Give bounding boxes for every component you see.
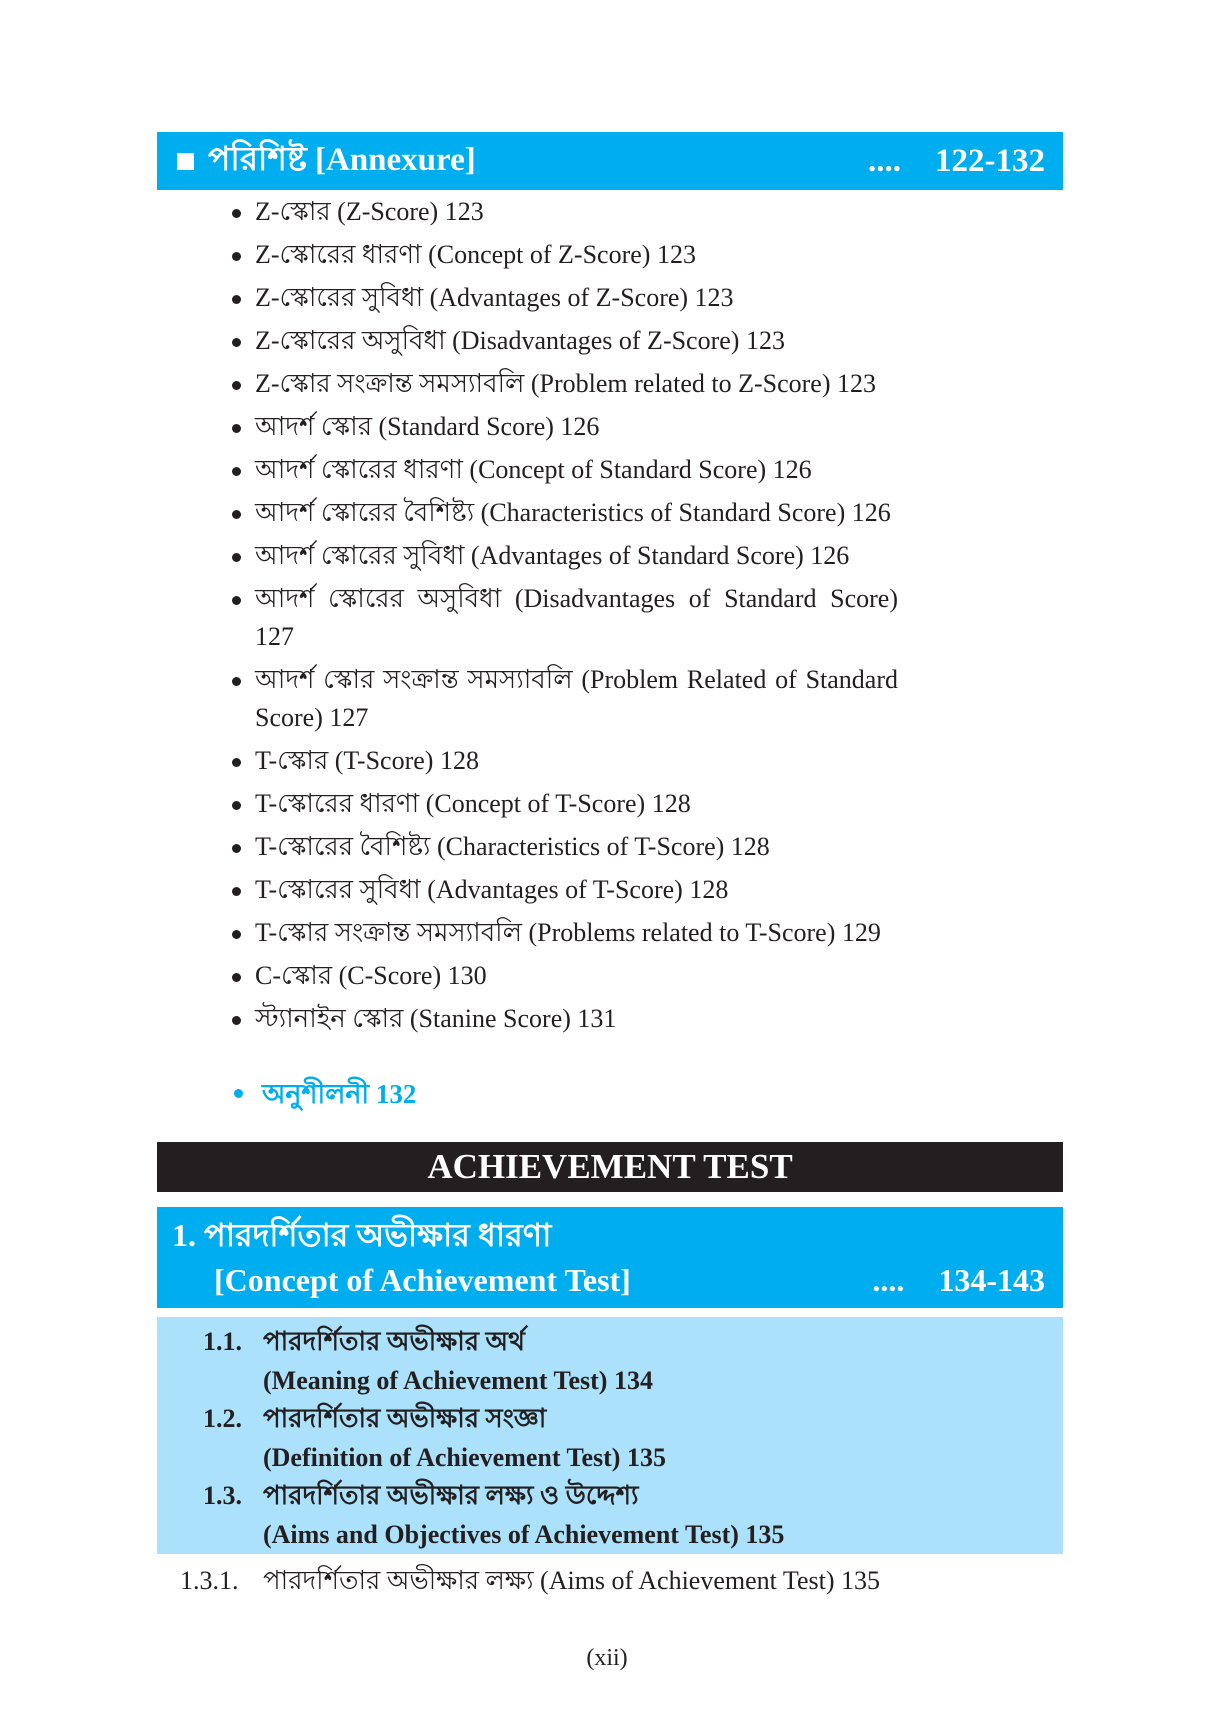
chapter-number: 1. (172, 1217, 196, 1253)
subsubsection-entry (180, 1562, 880, 1600)
subsection-number: 1.2. (203, 1404, 242, 1433)
subsection-number: 1.3. (203, 1481, 242, 1510)
subsection-title-en: (Meaning of Achievement Test) 134 (263, 1365, 653, 1395)
list-item: Z-স্কোর (Z-Score) 123 (232, 193, 898, 231)
section-title: ACHIEVEMENT TEST (157, 1142, 1063, 1192)
list-item: আদর্শ স্কোরের বৈশিষ্ট্য (Characteristics of Standard Score) 126 (232, 494, 898, 532)
subsubsection-title: পারদর্শিতার অভীক্ষার লক্ষ্য (Aims of Achievement Test) 135 (263, 1566, 880, 1595)
list-item: আদর্শ স্কোরের সুবিধা (Advantages of Standard Score) 126 (232, 537, 898, 575)
subsection-title-en: (Definition of Achievement Test) 135 (263, 1442, 666, 1472)
subsection-title-bn: পারদর্শিতার অভীক্ষার সংজ্ঞা (263, 1404, 547, 1433)
subsection-title-en: (Aims and Objectives of Achievement Test) 135 (263, 1519, 785, 1549)
chapter-title-en: [Concept of Achievement Test] (214, 1262, 631, 1298)
page-number: (xii) (586, 1645, 628, 1671)
square-bullet-icon (177, 153, 194, 170)
annexure-title: পরিশিষ্ট [Annexure] (208, 142, 476, 178)
list-item: Z-স্কোরের সুবিধা (Advantages of Z-Score) 123 (232, 279, 898, 317)
list-item: C-স্কোর (C-Score) 130 (232, 957, 898, 995)
list-item: আদর্শ স্কোর (Standard Score) 126 (232, 408, 898, 446)
list-item: আদর্শ স্কোর সংক্রান্ত সমস্যাবলি (Problem Related of Standard Score) 127 (232, 661, 898, 737)
subsection-number: 1.1. (203, 1327, 242, 1356)
annexure-header (157, 132, 1063, 190)
chapter-title-bn: পারদর্শিতার অভীক্ষার ধারণা (204, 1217, 552, 1253)
list-item: Z-স্কোরের অসুবিধা (Disadvantages of Z-Score) 123 (232, 322, 898, 360)
subsection-title-bn: পারদর্শিতার অভীক্ষার লক্ষ্য ও উদ্দেশ্য (263, 1481, 639, 1510)
list-item: T-স্কোর (T-Score) 128 (232, 742, 898, 780)
list-item: T-স্কোরের ধারণা (Concept of T-Score) 128 (232, 785, 898, 823)
list-item: T-স্কোরের সুবিধা (Advantages of T-Score) 128 (232, 871, 898, 909)
subsection-box (157, 1317, 1063, 1554)
subsubsection-number: 1.3.1. (180, 1566, 239, 1595)
list-item: T-স্কোরের বৈশিষ্ট্য (Characteristics of T-Score) 128 (232, 828, 898, 866)
list-item: Z-স্কোর সংক্রান্ত সমস্যাবলি (Problem related to Z-Score) 123 (232, 365, 898, 403)
exercise-entry: অনুশীলনী 132 (232, 1074, 416, 1119)
leader-dots: .... (868, 142, 901, 179)
leader-dots: .... (872, 1262, 905, 1298)
annexure-pages: 122-132 (935, 142, 1045, 179)
subsection-title-bn: পারদর্শিতার অভীক্ষার অর্থ (263, 1327, 525, 1356)
list-item: আদর্শ স্কোরের অসুবিধা (Disadvantages of Standard Score) 127 (232, 580, 898, 656)
list-item: স্ট্যানাইন স্কোর (Stanine Score) 131 (232, 1000, 898, 1038)
list-item: আদর্শ স্কোরের ধারণা (Concept of Standard Score) 126 (232, 451, 898, 489)
annexure-topic-list (232, 193, 898, 1043)
chapter-header (157, 1207, 1063, 1308)
chapter-pages: 134-143 (938, 1262, 1045, 1298)
list-item: T-স্কোর সংক্রান্ত সমস্যাবলি (Problems related to T-Score) 129 (232, 914, 898, 952)
list-item: Z-স্কোরের ধারণা (Concept of Z-Score) 123 (232, 236, 898, 274)
